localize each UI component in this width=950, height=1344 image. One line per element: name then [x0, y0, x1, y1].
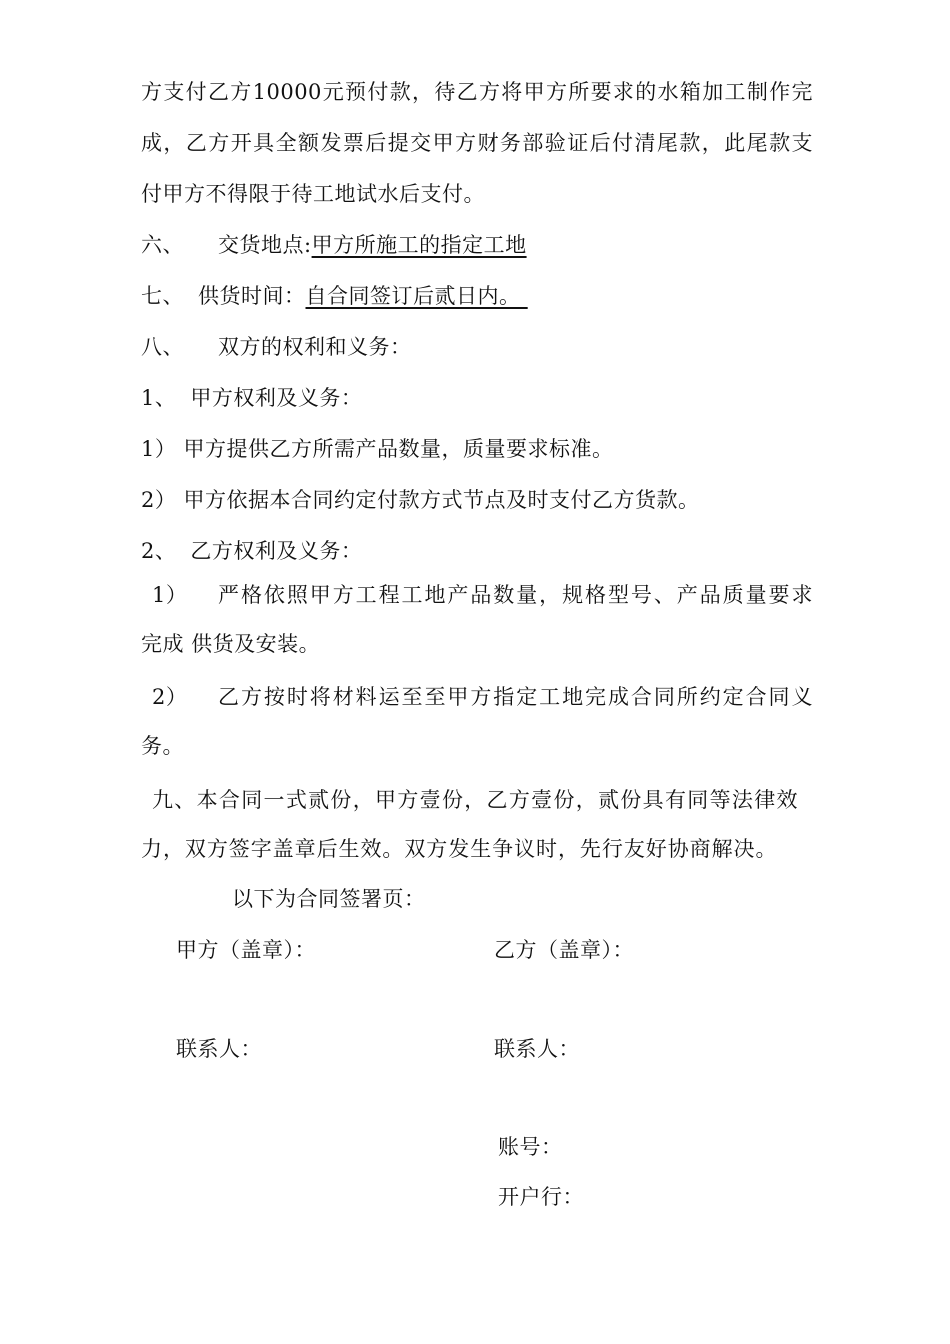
- party-b-item-2-line-1: 乙方按时将材料运至至甲方指定工地完成合同所约定合同义: [218, 685, 813, 709]
- account-number-label: 账号：: [498, 1135, 563, 1159]
- party-a-heading-text: 甲方权利及义务：: [190, 386, 363, 410]
- section-6: [141, 231, 527, 259]
- section-8: [141, 333, 412, 361]
- party-b-contact-label: 联系人：: [494, 1037, 580, 1061]
- party-a-heading-number: 1、: [141, 386, 177, 410]
- section-7: [141, 282, 528, 310]
- payment-clause-line-3: 付甲方不得限于待工地试水后支付。: [141, 182, 485, 206]
- party-a-heading: [141, 384, 362, 412]
- bank-label: 开户行：: [498, 1185, 584, 1209]
- party-a-item-2: 2） 甲方依据本合同约定付款方式节点及时支付乙方货款。: [141, 488, 700, 512]
- party-a-seal-label: 甲方（盖章）：: [176, 938, 316, 962]
- section-6-value: 甲方所施工的指定工地: [311, 233, 527, 257]
- party-b-item-1-line-2: 完成 供货及安装。: [141, 632, 321, 656]
- party-b-heading: [141, 537, 362, 565]
- party-b-item-2-line-2: 务。: [141, 734, 184, 758]
- party-b-seal-label: 乙方（盖章）：: [494, 938, 634, 962]
- payment-clause-line-1: 方支付乙方10000元预付款，待乙方将甲方所要求的水箱加工制作完: [141, 80, 813, 104]
- section-8-number: 八、: [141, 335, 184, 359]
- payment-clause-line-2: 成，乙方开具全额发票后提交甲方财务部验证后付清尾款，此尾款支: [141, 131, 813, 155]
- party-b-item-1-line-1: 严格依照甲方工程工地产品数量，规格型号、产品质量要求: [218, 583, 813, 607]
- section-8-label: 双方的权利和义务：: [218, 335, 412, 359]
- party-b-item-2-number: 2）: [152, 685, 188, 709]
- section-6-label: 交货地点:: [218, 233, 312, 257]
- section-7-value: 自合同签订后贰日内。: [305, 284, 521, 308]
- section-9-line-1: 九、本合同一式贰份，甲方壹份，乙方壹份，贰份具有同等法律效: [152, 788, 798, 812]
- party-a-contact-label: 联系人：: [176, 1037, 262, 1061]
- party-b-heading-text: 乙方权利及义务：: [190, 539, 363, 563]
- party-b-item-1-number: 1）: [152, 583, 188, 607]
- signature-intro: 以下为合同签署页：: [232, 887, 426, 911]
- section-9-line-2: 力，双方签字盖章后生效。双方发生争议时，先行友好协商解决。: [141, 837, 777, 861]
- section-6-number: 六、: [141, 233, 184, 257]
- section-7-number: 七、: [141, 284, 184, 308]
- party-a-item-1: 1） 甲方提供乙方所需产品数量，质量要求标准。: [141, 437, 614, 461]
- party-b-heading-number: 2、: [141, 539, 177, 563]
- section-7-label: 供货时间：: [198, 284, 306, 308]
